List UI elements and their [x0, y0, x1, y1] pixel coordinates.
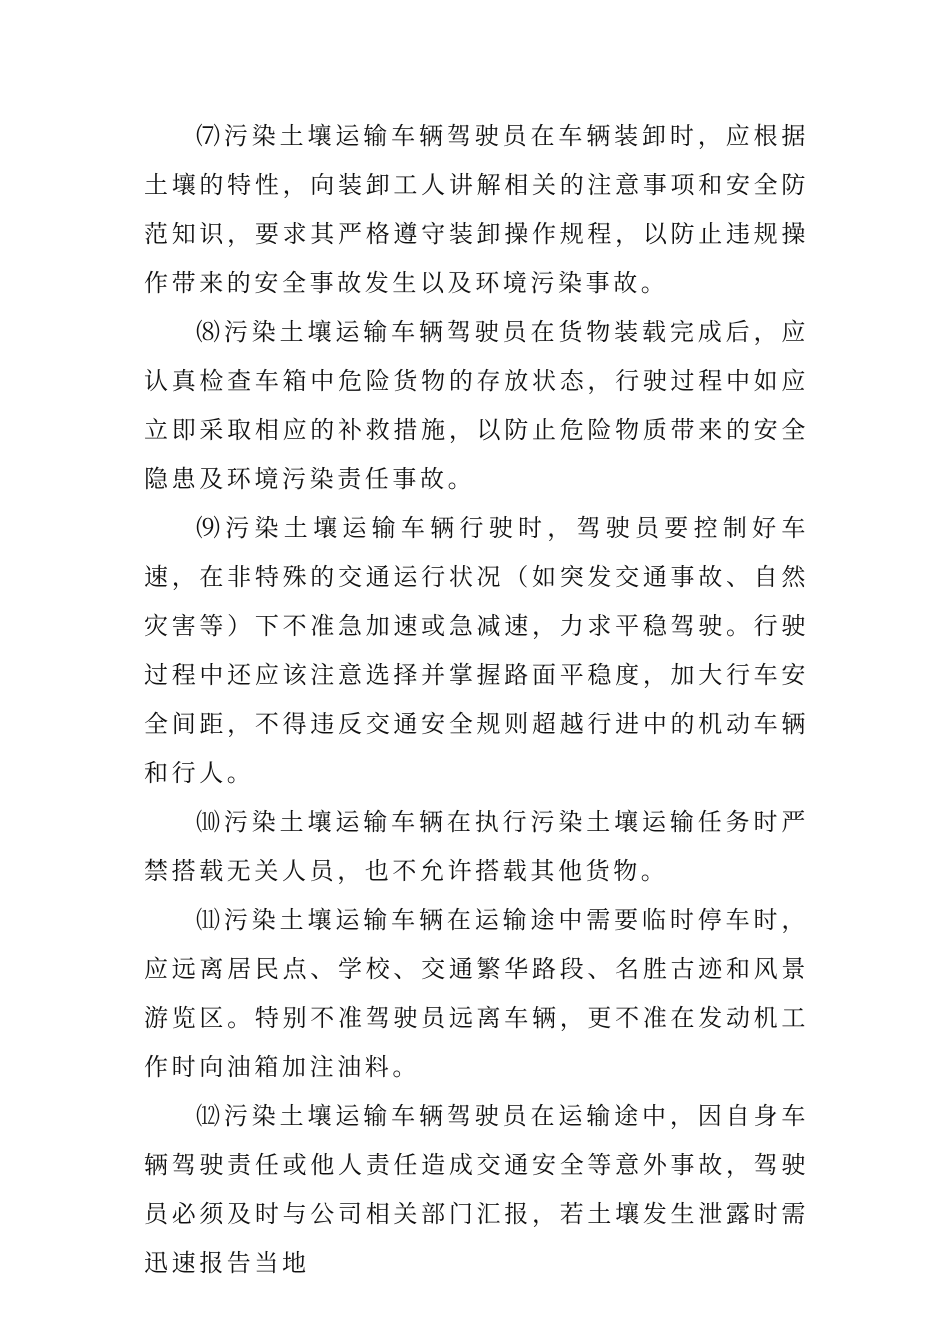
- paragraph-7: ⑺污染土壤运输车辆驾驶员在车辆装卸时，应根据土壤的特性，向装卸工人讲解相关的注意事项和安全防范知识，要求其严格遵守装卸操作规程，以防止违规操作带来的安全事故发生以及环境污染事故。: [144, 122, 809, 297]
- paragraph-12: ⑿污染土壤运输车辆驾驶员在运输途中，因自身车辆驾驶责任或他人责任造成交通安全等意外事故，驾驶员必须及时与公司相关部门汇报，若土壤发生泄露时需迅速报告当地: [144, 1102, 809, 1277]
- paragraph-11: ⑾污染土壤运输车辆在运输途中需要临时停车时，应远离居民点、学校、交通繁华路段、名胜古迹和风景游览区。特别不准驾驶员远离车辆，更不准在发动机工作时向油箱加注油料。: [144, 906, 809, 1081]
- paragraph-10: ⑽污染土壤运输车辆在执行污染土壤运输任务时严禁搭载无关人员，也不允许搭载其他货物。: [144, 808, 809, 885]
- paragraph-8: ⑻污染土壤运输车辆驾驶员在货物装载完成后，应认真检查车箱中危险货物的存放状态，行驶过程中如应立即采取相应的补救措施，以防止危险物质带来的安全隐患及环境污染责任事故。: [144, 318, 809, 493]
- document-body: [144, 112, 809, 1288]
- paragraph-9: ⑼污染土壤运输车辆行驶时，驾驶员要控制好车速，在非特殊的交通运行状况（如突发交通事故、自然灾害等）下不准急加速或急减速，力求平稳驾驶。行驶过程中还应该注意选择并掌握路面平稳度，加大行车安全间距，不得违反交通安全规则超越行进中的机动车辆和行人。: [144, 514, 809, 787]
